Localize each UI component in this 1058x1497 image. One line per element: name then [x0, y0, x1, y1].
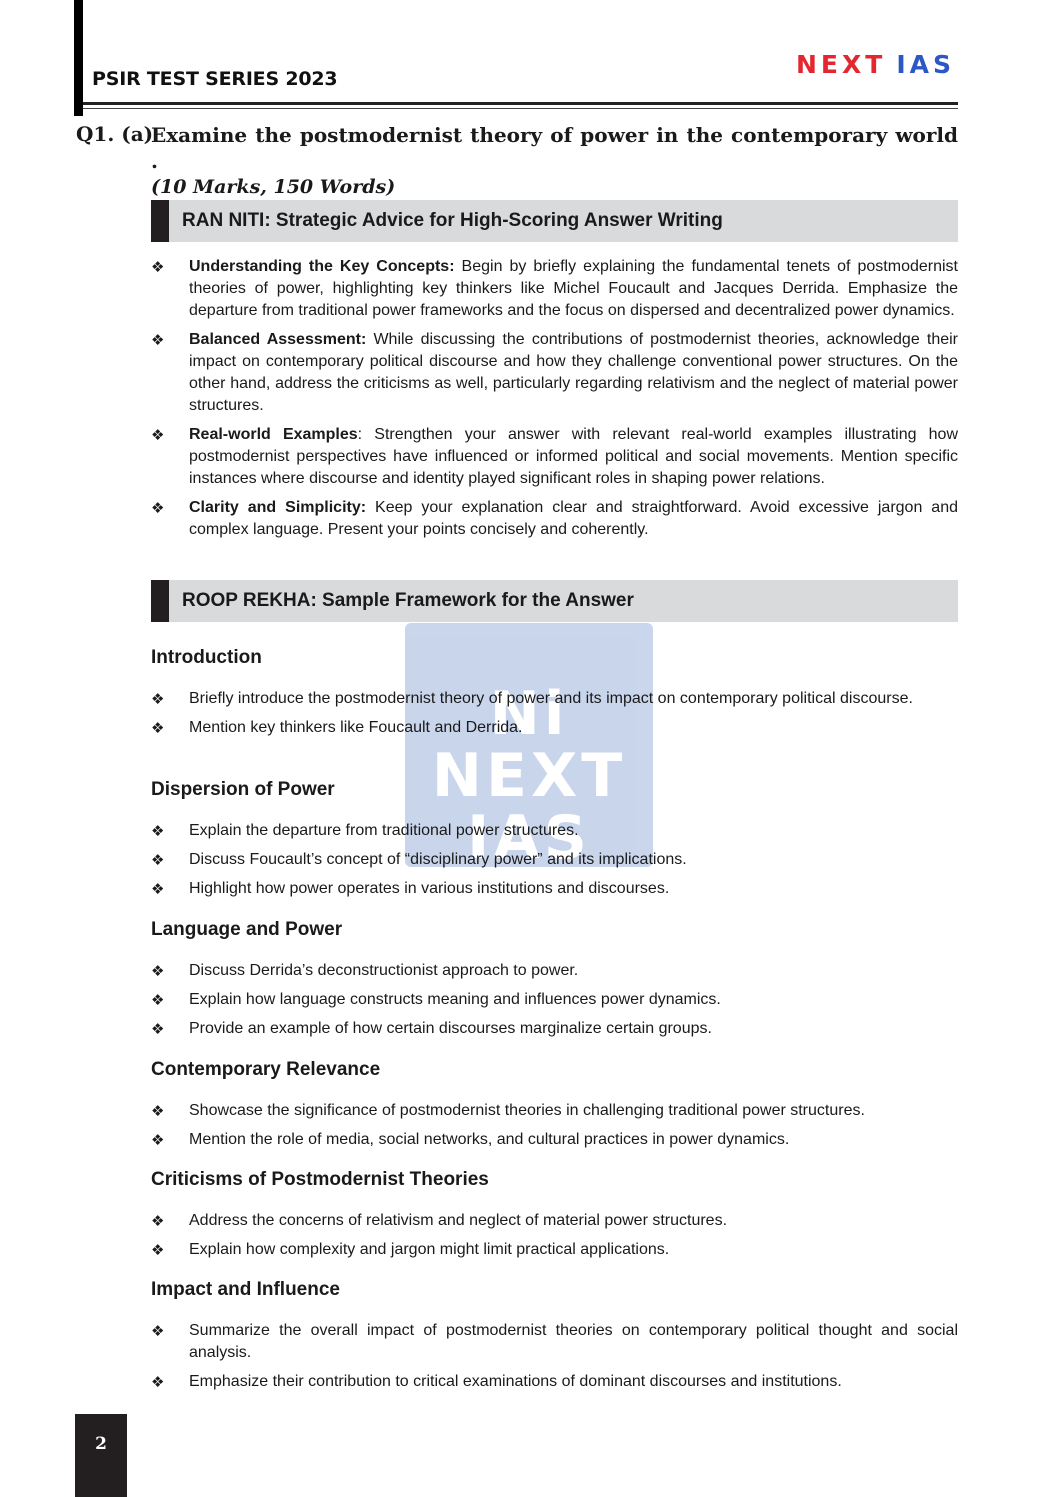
ran-niti-title: RAN NITI: Strategic Advice for High-Scoring Answer Writing — [182, 210, 723, 231]
question-number: Q1. (a) — [76, 122, 154, 146]
item-text: Showcase the significance of postmodernist theories in challenging traditional power structures. — [189, 1102, 865, 1119]
roop-rekha-title: ROOP REKHA: Sample Framework for the Answer — [182, 590, 634, 611]
roop-rekha-band — [151, 580, 958, 622]
list-item — [151, 1320, 958, 1364]
section-list — [151, 1320, 958, 1400]
diamond-bullet-icon: ❖ — [151, 331, 165, 349]
item-text: Keep your explanation clear and straightforward. Avoid excessive jargon and complex language. Present your points concisely and coherently. — [189, 499, 959, 538]
diamond-bullet-icon: ❖ — [151, 1131, 165, 1149]
item-text: Mention the role of media, social networks, and cultural practices in power dynamics. — [189, 1131, 790, 1148]
diamond-bullet-icon: ❖ — [151, 719, 165, 737]
next-ias-logo — [796, 52, 955, 77]
list-item — [151, 1100, 958, 1122]
item-text: While discussing the contributions of postmodernist theories, acknowledge their impact on contemporary political discourse and how they challenge conventional power structures. On the other hand, address the criticisms as well, particularly regarding relativism and the neglect of material power structures. — [189, 331, 959, 414]
header-rule-thin — [83, 108, 958, 109]
list-item — [151, 1018, 958, 1040]
item-text: Mention key thinkers like Foucault and Derrida. — [189, 719, 523, 736]
list-item — [151, 1239, 958, 1261]
diamond-bullet-icon: ❖ — [151, 1241, 165, 1259]
list-item — [151, 1129, 958, 1151]
item-text: Summarize the overall impact of postmodernist theories on contemporary political thought and social analysis. — [189, 1322, 958, 1361]
page-number-box — [75, 1414, 127, 1497]
section-list — [151, 820, 958, 907]
list-item — [151, 1371, 958, 1393]
question-block — [76, 122, 958, 200]
band-marker — [151, 580, 169, 622]
diamond-bullet-icon: ❖ — [151, 499, 165, 517]
item-text: Explain how complexity and jargon might limit practical applications. — [189, 1241, 670, 1258]
list-item — [151, 989, 958, 1011]
section-list — [151, 960, 958, 1047]
list-item — [151, 256, 958, 322]
item-text: Discuss Derrida’s deconstructionist approach to power. — [189, 962, 579, 979]
item-text: Emphasize their contribution to critical examinations of dominant discourses and institutions. — [189, 1373, 842, 1390]
header-left-bar — [74, 0, 83, 116]
list-item — [151, 849, 958, 871]
item-text: Provide an example of how certain discourses marginalize certain groups. — [189, 1020, 712, 1037]
item-bold: Understanding the Key Concepts: — [189, 258, 455, 275]
section-heading: Contemporary Relevance — [151, 1059, 381, 1080]
item-text: Explain the departure from traditional power structures. — [189, 822, 579, 839]
item-bold: Real-world Examples — [189, 426, 358, 443]
watermark-line: Ni — [489, 679, 569, 749]
diamond-bullet-icon: ❖ — [151, 690, 165, 708]
diamond-bullet-icon: ❖ — [151, 851, 165, 869]
band-marker — [151, 200, 169, 242]
series-title: PSIR TEST SERIES 2023 — [92, 68, 338, 90]
logo-ias: IAS — [896, 50, 955, 79]
section-list — [151, 688, 958, 746]
diamond-bullet-icon: ❖ — [151, 1373, 165, 1391]
item-text: Begin by briefly explaining the fundamental tenets of postmodernist theories of power, highlighting key thinkers like Michel Foucault and Jacques Derrida. Emphasize the departure from traditional power frameworks and the focus on dispersed and decentralized power dynamics. — [189, 258, 958, 319]
item-bold: Balanced Assessment: — [189, 331, 367, 348]
list-item — [151, 688, 958, 710]
item-text: Discuss Foucault’s concept of “disciplinary power” and its implications. — [189, 851, 687, 868]
section-heading: Introduction — [151, 647, 262, 668]
section-heading: Criticisms of Postmodernist Theories — [151, 1169, 489, 1190]
diamond-bullet-icon: ❖ — [151, 1102, 165, 1120]
diamond-bullet-icon: ❖ — [151, 426, 165, 444]
diamond-bullet-icon: ❖ — [151, 1322, 165, 1340]
list-item — [151, 497, 958, 541]
list-item — [151, 820, 958, 842]
section-heading: Dispersion of Power — [151, 779, 335, 800]
diamond-bullet-icon: ❖ — [151, 962, 165, 980]
ran-niti-band — [151, 200, 958, 242]
list-item — [151, 329, 958, 417]
page-number: 2 — [95, 1434, 107, 1454]
item-text: : Strengthen your answer with relevant real-world examples illustrating how postmodernist perspectives have influenced or informed political and social movements. Mention specific instances where discourse and identity played significant roles in shaping power relations. — [189, 426, 958, 487]
question-text: Examine the postmodernist theory of power in the contemporary world . — [151, 123, 958, 173]
header-rule — [83, 102, 958, 105]
item-bold: Clarity and Simplicity: — [189, 499, 367, 516]
question-marks: (10 Marks, 150 Words) — [151, 176, 396, 198]
diamond-bullet-icon: ❖ — [151, 1020, 165, 1038]
item-text: Address the concerns of relativism and neglect of material power structures. — [189, 1212, 728, 1229]
watermark-line: IAS — [467, 803, 591, 873]
logo-next: NEXT — [796, 50, 887, 79]
list-item — [151, 717, 958, 739]
section-list — [151, 1210, 958, 1268]
diamond-bullet-icon: ❖ — [151, 258, 165, 276]
watermark-line: NEXT — [431, 741, 627, 811]
item-text: Highlight how power operates in various institutions and discourses. — [189, 880, 670, 897]
section-heading: Impact and Influence — [151, 1279, 340, 1300]
ran-niti-list — [151, 256, 958, 548]
list-item — [151, 424, 958, 490]
diamond-bullet-icon: ❖ — [151, 880, 165, 898]
section-list — [151, 1100, 958, 1158]
section-heading: Language and Power — [151, 919, 343, 940]
item-text: Briefly introduce the postmodernist theory of power and its impact on contemporary political discourse. — [189, 690, 913, 707]
diamond-bullet-icon: ❖ — [151, 1212, 165, 1230]
list-item — [151, 1210, 958, 1232]
list-item — [151, 878, 958, 900]
list-item — [151, 960, 958, 982]
diamond-bullet-icon: ❖ — [151, 822, 165, 840]
diamond-bullet-icon: ❖ — [151, 991, 165, 1009]
item-text: Explain how language constructs meaning and influences power dynamics. — [189, 991, 721, 1008]
